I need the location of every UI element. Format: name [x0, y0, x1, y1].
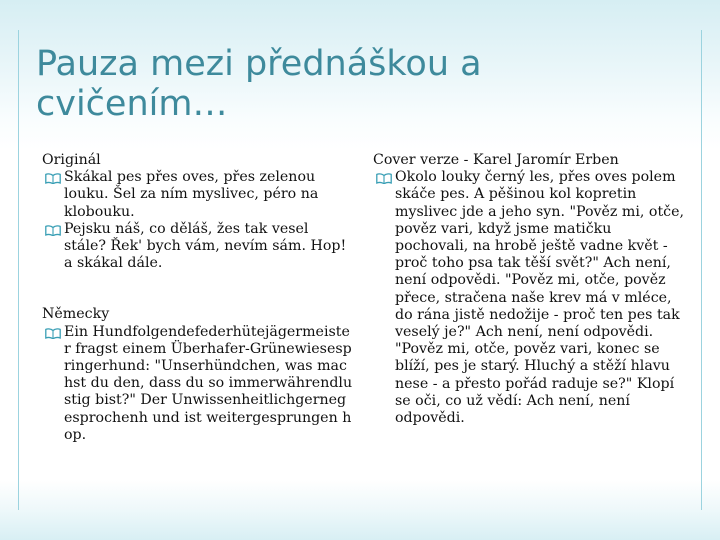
slide-title: Pauza mezi přednáškou a cvičením… — [36, 44, 482, 124]
original-list — [42, 169, 354, 272]
book-icon — [376, 173, 392, 184]
list-item — [42, 169, 354, 221]
cover-heading: Cover verze - Karel Jaromír Erben — [373, 152, 619, 168]
original-heading: Originál — [42, 152, 101, 168]
list-item — [373, 169, 685, 427]
right-column — [373, 152, 685, 427]
book-icon — [45, 328, 61, 339]
german-heading: Německy — [42, 306, 110, 323]
list-item — [42, 221, 354, 273]
cover-list — [373, 169, 685, 427]
book-icon — [45, 173, 61, 184]
book-icon — [45, 225, 61, 236]
german-bullet-1: Ein Hundfolgendefederhütejägermeister fragst einem Überhafer-Grünewiesespringerhund: "Unserhündchen, was machst du den, dass du so immerwährendlustig bist?" Der Unwissenheitlichgernegesprochenh und ist weitergesprungen hop. — [64, 323, 353, 443]
left-column — [42, 152, 354, 444]
list-item — [42, 324, 354, 444]
slide-frame-left — [18, 30, 19, 510]
german-list — [42, 324, 354, 444]
slide-bottom-gradient — [0, 480, 720, 540]
section-spacer — [42, 272, 354, 306]
cover-bullet-1: Okolo louky černý les, přes oves polem skáče pes. A pěšinou kol kopretin myslivec jde a jeho syn. "Pověz mi, otče, pověz vari, když jsme matičku pochovali, na hrobě ještě vadne květ - proč toho psa tak těší svět?" Ach není, není odpovědi. "Pověz mi, otče, pověz přece, stračena naše krev má v mléce, do rána jistě nedožije - proč ten pes tak veselý je?" Ach není, není odpovědi. "Pověz mi, otče, pověz vari, konec se blíží, pes je starý. Hluchý a stěží hlavu nese - a přesto pořád raduje se?" Klopí se oči, co už vědí: Ach není, není odpovědi. — [395, 169, 685, 427]
original-bullet-1: Skákal pes přes oves, přes zelenou louku. Šel za ním myslivec, péro na klobouku. — [64, 169, 319, 220]
slide-frame-right — [701, 30, 702, 510]
original-bullet-2: Pejsku náš, co děláš, žes tak vesel stále? Řek' bych vám, nevím sám. Hop! a skákal dále. — [64, 220, 347, 272]
